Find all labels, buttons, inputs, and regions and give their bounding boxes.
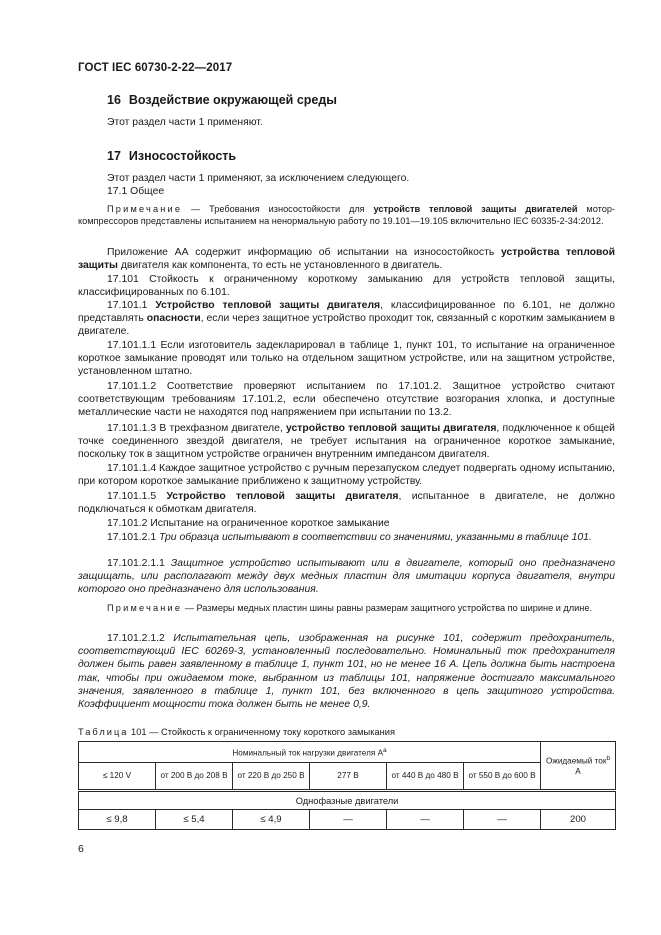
page-number: 6 (78, 843, 84, 855)
clause-17-101-1-1: 17.101.1.1 Если изготовитель задекларировал в таблице 1, пункт 101, то испытание на ограниченное короткое замыкание проводят или только на отдельном защитном устройстве, или на защитном устройстве, установленном штатно. (78, 340, 615, 378)
table-row (79, 810, 616, 830)
clause-17-101-2-1-2: 17.101.2.1.2 Испытательная цепь, изображенная на рисунке 101, содержит предохранитель, соответствующий IEC 60269-3, установленный последовательно. Номинальный ток предохранителя должен быть равен заявленному в таблице 1, пункт 101, но не менее 16 А. Цепь должна быть настроена так, чтобы при ожидаемом токе, выбранном из таблицы 101, напряжение достигало максимального значения, заявленного в таблице 1, пункт 101, без включенного в цепь защитного устройства. Коэффициент мощности тока должен быть не менее 0,9. (78, 633, 615, 711)
table-cell: — (310, 810, 387, 830)
table-column-header: от 550 В до 600 В (464, 763, 541, 791)
clause-17-101-2-1: 17.101.2.1 Три образца испытывают в соответствии со значениями, указанными в таблице 101. (107, 532, 592, 543)
note-1: Примечание — Требования износостойкости для устройств тепловой защиты двигателей мотор-компрессоров представлены испытанием на ненормальную работу по 19.101—19.105 включительно IEC 60335-2-34:2012. (78, 204, 615, 226)
section-17-intro: Этот раздел части 1 применяют, за исключением следующего. (107, 173, 410, 184)
section-17-number: 17 (107, 149, 121, 163)
section-17-heading (107, 149, 236, 163)
table-group-header: Номинальный ток нагрузки двигателя $А^a$ (79, 742, 541, 763)
clause-17-101-1-4: 17.101.1.4 Каждое защитное устройство с ручным перезапуском следует подвергать одному испытанию, при котором короткое замыкание приближено к защитному устройству. (78, 463, 615, 488)
subsection-17-1: 17.1 Общее (107, 186, 165, 197)
table-cell: ≤ 4,9 (233, 810, 310, 830)
table-column-header: от 200 В до 208 В (156, 763, 233, 791)
standard-header: ГОСТ IEC 60730-2-22—2017 (78, 62, 233, 74)
clause-17-101-2: 17.101.2 Испытание на ограниченное короткое замыкание (107, 518, 390, 529)
note-2-label: Примечание (107, 603, 183, 613)
table-column-header: 277 В (310, 763, 387, 791)
table-column-header: от 440 В до 480 В (387, 763, 464, 791)
clause-17-101-2-1-1: 17.101.2.1.1 Защитное устройство испытывают или в двигателе, который оно предназначено защищать, или располагают между двух медных пластин для имитации корпуса двигателя, внутри которого оно предназначено для использования. (78, 558, 615, 596)
table-caption: Таблица 101 — Стойкость к ограниченному току короткого замыкания (78, 727, 396, 737)
table-cell: ≤ 9,8 (79, 810, 156, 830)
table-column-header: от 220 В до 250 В (233, 763, 310, 791)
clause-17-101-1-5: 17.101.1.5 Устройство тепловой защиты двигателя, испытанное в двигателе, не должно подключаться к обмоткам двигателя. (78, 491, 615, 516)
table-cell: ≤ 5,4 (156, 810, 233, 830)
section-16-text: Этот раздел части 1 применяют. (107, 117, 263, 128)
section-17-title: Износостойкость (128, 149, 237, 163)
note-2: Примечание — Размеры медных пластин шины равны размерам защитного устройства по ширине и длине. (107, 603, 593, 613)
table-cell: — (387, 810, 464, 830)
section-16-number: 16 (107, 93, 121, 107)
clause-17-101-1-3: 17.101.1.3 В трехфазном двигателе, устройство тепловой защиты двигателя, подключенное к общей точке соединенного звездой двигателя, не требует испытания на ограниченное короткое замыкание, поскольку ток в защитном устройстве ограничен внутренним импедансом двигателя. (78, 423, 615, 461)
section-16-heading (107, 93, 337, 107)
short-circuit-table (78, 741, 616, 830)
table-section-row: Однофазные двигатели (79, 791, 616, 810)
annex-aa-paragraph: Приложение АА содержит информацию об испытании на износостойкость устройства тепловой защиты двигателя как компонента, то есть не установленного в двигатель. (78, 247, 615, 272)
table-expected-current-header: Ожидаемый ток$^b$ А (541, 742, 616, 791)
clause-17-101: 17.101 Стойкость к ограниченному короткому замыканию для устройств тепловой защиты, классифицированных по 6.101. (78, 274, 615, 299)
section-16-title: Воздействие окружающей среды (128, 93, 337, 107)
clause-17-101-1: 17.101.1 Устройство тепловой защиты двигателя, классифицированное по 6.101, не должно представлять опасности, если через защитное устройство проходит ток, связанный с коротким замыканием в двигателе. (78, 300, 615, 338)
table-cell: 200 (541, 810, 616, 830)
clause-17-101-1-2: 17.101.1.2 Соответствие проверяют испытанием по 17.101.2. Защитное устройство считают соответствующим требованиям 17.101.2, если обеспечено отсутствие возгорания хлопка, и доступные металлические части не находятся под напряжением при испытании по 13.2. (78, 381, 615, 419)
table-caption-label: Таблица (78, 727, 129, 737)
note-1-label: Примечание (107, 204, 183, 214)
table-cell: — (464, 810, 541, 830)
table-column-header: ≤ 120 V (79, 763, 156, 791)
